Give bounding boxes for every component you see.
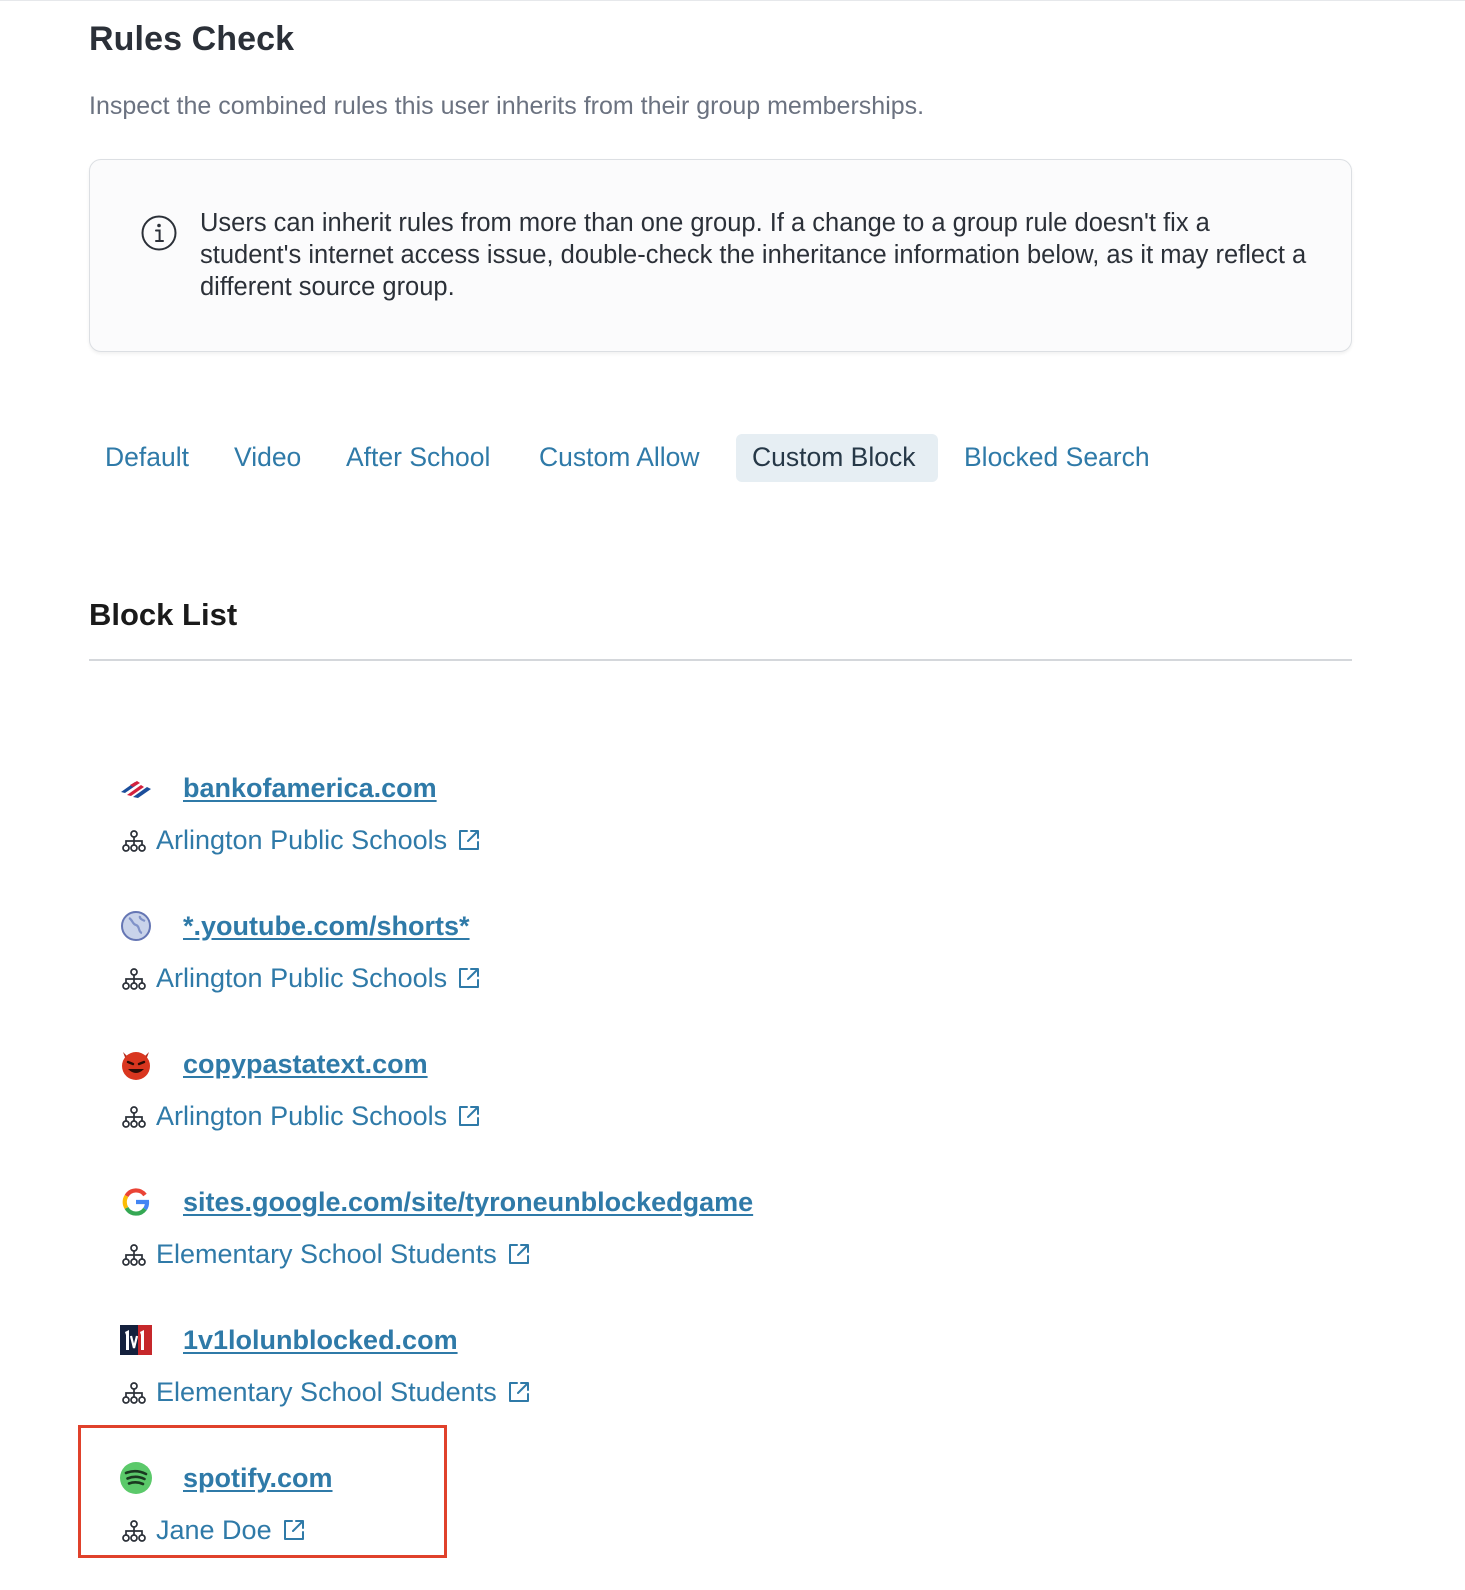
source-group-label: Elementary School Students	[156, 1239, 497, 1269]
source-group-link[interactable]	[156, 1236, 532, 1272]
source-group-label: Elementary School Students	[156, 1377, 497, 1407]
rule-domain-link[interactable]: *.youtube.com/shorts*	[183, 911, 470, 941]
source-group-label: Arlington Public Schools	[156, 963, 448, 993]
external-link-icon	[506, 1379, 532, 1405]
info-text: Users can inherit rules from more than one group. If a change to a group rule doesn't fix a student's internet access issue, double-check the inheritance information below, as it may reflect a different source group.	[200, 209, 1307, 301]
info-icon	[140, 214, 178, 252]
page-subtitle: Inspect the combined rules this user inherits from their group memberships.	[89, 92, 925, 120]
section-divider	[89, 659, 1352, 661]
rule-domain-link[interactable]: 1v1lolunblocked.com	[183, 1325, 458, 1355]
source-group-link[interactable]	[156, 1374, 532, 1410]
tab-after-school[interactable]: After School	[346, 442, 491, 472]
rule-domain-link[interactable]: copypastatext.com	[183, 1049, 428, 1079]
external-link-icon	[456, 965, 482, 991]
external-link-icon	[456, 1103, 482, 1129]
top-divider	[0, 0, 1465, 1]
tab-video[interactable]: Video	[234, 442, 302, 472]
hierarchy-icon	[122, 1381, 146, 1405]
1v1-logo-icon	[118, 1322, 154, 1358]
source-group-link[interactable]	[156, 1098, 482, 1134]
hierarchy-icon	[122, 829, 146, 853]
section-title: Block List	[89, 597, 238, 632]
source-group-link[interactable]	[156, 960, 482, 996]
rule-domain-link[interactable]: bankofamerica.com	[183, 773, 437, 803]
rule-domain-link[interactable]: sites.google.com/site/tyroneunblockedgame	[183, 1187, 754, 1217]
hierarchy-icon	[122, 1105, 146, 1129]
bank-of-america-flag-icon	[118, 770, 154, 806]
highlight-box	[78, 1425, 447, 1558]
tab-blocked-search[interactable]: Blocked Search	[964, 442, 1150, 472]
google-g-icon	[118, 1184, 154, 1220]
devil-face-icon	[118, 1046, 154, 1082]
source-group-label: Arlington Public Schools	[156, 825, 448, 855]
info-callout	[89, 159, 1352, 352]
source-group-link[interactable]	[156, 822, 482, 858]
page-title: Rules Check	[89, 20, 295, 58]
tab-default[interactable]: Default	[105, 442, 189, 472]
globe-icon	[118, 908, 154, 944]
hierarchy-icon	[122, 1243, 146, 1267]
external-link-icon	[506, 1241, 532, 1267]
rule-domain-link[interactable]: spotify.com	[183, 1463, 333, 1493]
tab-custom-allow[interactable]: Custom Allow	[539, 442, 700, 472]
external-link-icon	[456, 827, 482, 853]
tab-custom-block[interactable]: Custom Block	[736, 434, 938, 482]
source-group-label: Arlington Public Schools	[156, 1101, 448, 1131]
source-group-label: Jane Doe	[156, 1515, 272, 1545]
hierarchy-icon	[122, 967, 146, 991]
